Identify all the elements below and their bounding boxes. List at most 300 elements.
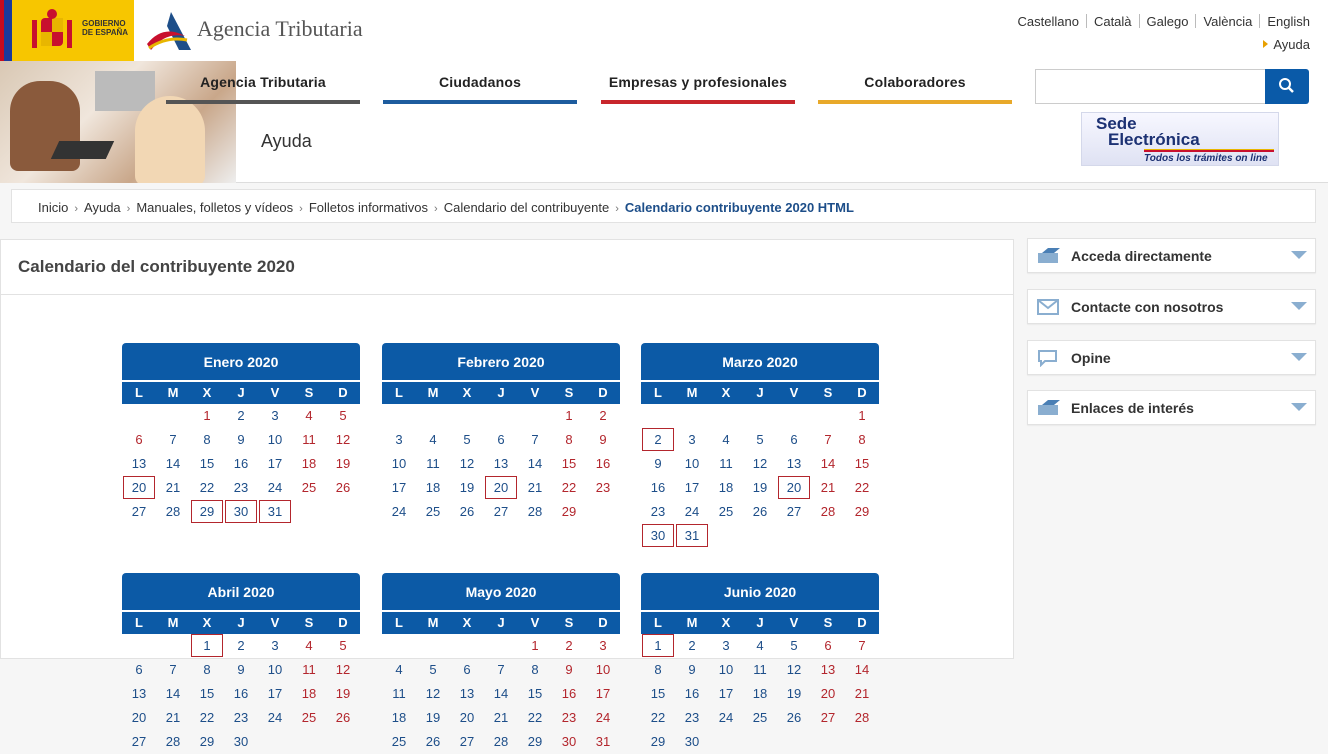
calendar-day: 17 [267, 456, 283, 471]
weekday-header [641, 382, 879, 404]
calendar-day: 28 [527, 504, 543, 519]
calendar-day: 8 [203, 432, 211, 447]
sidebar-acceda-directamente[interactable] [1027, 238, 1316, 273]
weekday-label: X [721, 385, 731, 400]
weekday-label: J [237, 615, 245, 630]
weekday-label: M [167, 615, 179, 630]
calendar-day: 11 [302, 662, 316, 677]
calendar-day: 11 [426, 456, 440, 471]
calendar-day: 16 [233, 686, 249, 701]
gobierno-espana-logo[interactable] [0, 0, 134, 61]
calendar-day: 14 [527, 456, 543, 471]
calendar-day: 14 [165, 686, 181, 701]
sidebar-contacte[interactable] [1027, 289, 1316, 324]
calendar-day: 21 [165, 480, 181, 495]
calendar-day: 29 [527, 734, 543, 749]
calendar-day: 10 [718, 662, 734, 677]
deadline-day[interactable]: 29 [191, 500, 223, 523]
calendar-day: 21 [820, 480, 836, 495]
calendar-day: 4 [429, 432, 437, 447]
calendar-day: 18 [301, 686, 317, 701]
weekday-label: D [857, 385, 867, 400]
weekday-label: S [823, 615, 833, 630]
weekday-label: V [789, 615, 799, 630]
weekday-label: J [756, 385, 764, 400]
calendar-day: 29 [199, 734, 215, 749]
weekday-label: X [462, 615, 472, 630]
calendar-day: 9 [688, 662, 696, 677]
day-grid [122, 404, 360, 524]
breadcrumb-item[interactable]: Ayuda [84, 200, 121, 215]
sede-electronica-banner[interactable] [1081, 112, 1279, 166]
calendar-day: 15 [561, 456, 577, 471]
envelope-icon [1036, 298, 1062, 316]
sede-bar [1144, 149, 1274, 152]
calendar-day: 22 [854, 480, 870, 495]
calendar-day: 18 [425, 480, 441, 495]
weekday-label: M [167, 385, 179, 400]
calendar-day: 17 [391, 480, 407, 495]
calendar-day: 28 [820, 504, 836, 519]
calendar-day: 19 [335, 686, 351, 701]
lang-catala[interactable]: Català [1093, 14, 1132, 29]
empty-day [122, 404, 156, 428]
calendar-day: 19 [425, 710, 441, 725]
deadline-day[interactable]: 30 [642, 524, 674, 547]
calendar-day: 15 [854, 456, 870, 471]
calendar-day: 18 [718, 480, 734, 495]
calendar-day: 23 [595, 480, 611, 495]
calendar-day: 28 [493, 734, 509, 749]
calendar-day: 30 [233, 734, 249, 749]
calendar-day: 27 [131, 504, 147, 519]
search-icon [1265, 69, 1309, 104]
calendar-day: 9 [237, 432, 245, 447]
empty-day [416, 404, 450, 428]
calendar-day: 13 [459, 686, 475, 701]
weekday-label: J [237, 385, 245, 400]
calendar-day: 18 [391, 710, 407, 725]
weekday-label: M [686, 385, 698, 400]
calendar-day: 12 [335, 662, 351, 677]
calendar-day: 15 [650, 686, 666, 701]
speech-bubble-icon [1036, 349, 1062, 367]
nav-colaboradores[interactable]: Colaboradores [818, 62, 1012, 104]
calendar-day: 18 [752, 686, 768, 701]
spain-flag-stripe [0, 0, 4, 61]
calendar-day: 14 [493, 686, 509, 701]
calendar-day: 29 [854, 504, 870, 519]
calendar-day: 12 [335, 432, 351, 447]
site-header [0, 0, 1328, 183]
calendar-day: 5 [339, 408, 347, 423]
weekday-label: M [427, 385, 439, 400]
empty-day [484, 404, 518, 428]
month-calendar [641, 343, 879, 548]
calendar-day: 28 [854, 710, 870, 725]
calendar-day: 23 [684, 710, 700, 725]
weekday-label: X [462, 385, 472, 400]
calendar-day: 17 [718, 686, 734, 701]
calendar-day: 1 [565, 408, 573, 423]
empty-day [122, 634, 156, 658]
weekday-label: S [823, 385, 833, 400]
calendar-day: 30 [561, 734, 577, 749]
day-grid [641, 404, 879, 548]
brand-name: Agencia Tributaria [197, 16, 363, 41]
weekday-label: L [135, 615, 143, 630]
chevron-right-icon: › [434, 203, 438, 215]
calendar-day: 19 [786, 686, 802, 701]
month-calendar [122, 573, 360, 754]
sidebar-label: Opine [1071, 350, 1111, 366]
weekday-label: V [270, 615, 280, 630]
empty-day [675, 404, 709, 428]
calendar-day: 7 [169, 432, 177, 447]
calendar-day: 15 [527, 686, 543, 701]
calendar-day: 19 [459, 480, 475, 495]
month-title: Junio 2020 [641, 573, 879, 610]
main-content [0, 239, 1014, 749]
calendar-day: 9 [237, 662, 245, 677]
calendar-day: 6 [790, 432, 798, 447]
calendar-day: 13 [820, 662, 836, 677]
chevron-down-icon [1291, 403, 1307, 411]
lang-castellano[interactable]: Castellano [1017, 14, 1079, 29]
calendar-day: 4 [722, 432, 730, 447]
empty-day [484, 634, 518, 658]
deadline-day[interactable]: 20 [778, 476, 810, 499]
section-title: Ayuda [261, 131, 312, 151]
calendar-day: 18 [301, 456, 317, 471]
calendar-day: 2 [237, 638, 245, 653]
calendar-day: 7 [824, 432, 832, 447]
calendar-day: 11 [719, 456, 733, 471]
weekday-label: L [395, 615, 403, 630]
ayuda-link[interactable] [1263, 37, 1310, 52]
gobierno-label: GOBIERNO DE ESPAÑA [82, 19, 129, 37]
weekday-label: D [857, 615, 867, 630]
month-calendar [382, 573, 620, 754]
weekday-header [382, 382, 620, 404]
calendar-day: 19 [335, 456, 351, 471]
lang-english[interactable]: English [1267, 14, 1310, 29]
calendar-day: 5 [790, 638, 798, 653]
calendar-day: 20 [131, 710, 147, 725]
calendar-day: 2 [688, 638, 696, 653]
weekday-header [641, 612, 879, 634]
sidebar-enlaces[interactable] [1027, 390, 1316, 425]
weekday-label: M [427, 615, 439, 630]
weekday-label: L [135, 385, 143, 400]
empty-day [811, 404, 845, 428]
calendar-day: 9 [565, 662, 573, 677]
calendar-day: 8 [858, 432, 866, 447]
calendar-day: 12 [425, 686, 441, 701]
weekday-label: L [654, 615, 662, 630]
calendar-day: 7 [497, 662, 505, 677]
calendar-day: 12 [459, 456, 475, 471]
empty-day [450, 404, 484, 428]
calendar-day: 21 [854, 686, 870, 701]
calendar-day: 2 [565, 638, 573, 653]
calendar-day: 21 [165, 710, 181, 725]
weekday-label: J [756, 615, 764, 630]
calendar-day: 11 [392, 686, 406, 701]
empty-day [382, 404, 416, 428]
day-grid [122, 634, 360, 754]
weekday-label: J [497, 615, 505, 630]
calendar-day: 13 [493, 456, 509, 471]
calendar-day: 17 [684, 480, 700, 495]
calendar-day: 23 [233, 480, 249, 495]
weekday-label: V [530, 385, 540, 400]
links-icon [1036, 399, 1062, 417]
empty-day [518, 404, 552, 428]
breadcrumb-item[interactable]: Manuales, folletos y vídeos [136, 200, 294, 215]
calendar-day: 24 [391, 504, 407, 519]
breadcrumb-item[interactable]: Calendario del contribuyente [443, 200, 610, 215]
calendar-day: 13 [131, 456, 147, 471]
month-title: Febrero 2020 [382, 343, 620, 380]
weekday-label: L [395, 385, 403, 400]
calendar-day: 1 [858, 408, 866, 423]
empty-day [156, 404, 190, 428]
calendar-day: 27 [820, 710, 836, 725]
calendar-day: 14 [854, 662, 870, 677]
calendar-day: 11 [302, 432, 316, 447]
calendar-day: 26 [335, 480, 351, 495]
calendar-day: 25 [718, 504, 734, 519]
ayuda-link-label: Ayuda [1273, 37, 1310, 52]
language-selector [1018, 14, 1310, 29]
weekday-label: X [202, 615, 212, 630]
calendar-day: 16 [561, 686, 577, 701]
deadline-day[interactable]: 20 [123, 476, 155, 499]
weekday-label: D [338, 615, 348, 630]
calendar-day: 13 [131, 686, 147, 701]
calendar-day: 7 [169, 662, 177, 677]
calendar-day: 3 [271, 408, 279, 423]
calendar-day: 26 [752, 504, 768, 519]
month-title: Mayo 2020 [382, 573, 620, 610]
chevron-right-icon: › [74, 203, 79, 215]
calendar-day: 2 [599, 408, 607, 423]
calendar-day: 5 [463, 432, 471, 447]
calendar-day: 26 [786, 710, 802, 725]
empty-day [743, 404, 777, 428]
calendar-day: 16 [650, 480, 666, 495]
weekday-header [382, 612, 620, 634]
calendar-day: 7 [858, 638, 866, 653]
search-button[interactable] [1265, 69, 1309, 104]
calendar-day: 25 [425, 504, 441, 519]
weekday-label: D [338, 385, 348, 400]
weekday-label: M [686, 615, 698, 630]
weekday-label: X [721, 615, 731, 630]
calendar-day: 3 [599, 638, 607, 653]
calendar-day: 16 [684, 686, 700, 701]
sede-line2: Electrónica [1108, 130, 1200, 149]
deadline-day[interactable]: 1 [191, 634, 223, 657]
calendar-day: 29 [561, 504, 577, 519]
month-title: Marzo 2020 [641, 343, 879, 380]
deadline-day[interactable]: 30 [225, 500, 257, 523]
page-title: Calendario del contribuyente 2020 [1, 240, 1013, 295]
calendar-day: 4 [395, 662, 403, 677]
calendar-day: 16 [595, 456, 611, 471]
calendar-day: 23 [650, 504, 666, 519]
deadline-day[interactable]: 20 [485, 476, 517, 499]
calendar-day: 27 [131, 734, 147, 749]
calendar-day: 11 [753, 662, 767, 677]
calendar-day: 22 [527, 710, 543, 725]
empty-day [416, 634, 450, 658]
calendar-day: 27 [493, 504, 509, 519]
calendar-day: 8 [565, 432, 573, 447]
calendar-day: 26 [335, 710, 351, 725]
calendar-day: 10 [267, 432, 283, 447]
sede-line1: Sede [1096, 114, 1137, 133]
calendar-day: 4 [305, 638, 313, 653]
calendar-day: 29 [650, 734, 666, 749]
calendar-day: 5 [756, 432, 764, 447]
deadline-day[interactable]: 1 [642, 634, 674, 657]
calendar-day: 7 [531, 432, 539, 447]
chevron-right-icon: › [126, 203, 131, 215]
deadline-day[interactable]: 2 [642, 428, 674, 451]
month-calendar [382, 343, 620, 524]
calendar-day: 4 [305, 408, 313, 423]
sede-line3: Todos los trámites on line [1144, 153, 1268, 164]
calendar-day: 24 [267, 480, 283, 495]
calendar-day: 12 [752, 456, 768, 471]
search-input[interactable] [1035, 69, 1265, 104]
calendar-day: 1 [203, 408, 211, 423]
calendar-day: 6 [135, 432, 143, 447]
chevron-down-icon [1291, 302, 1307, 310]
lang-galego[interactable]: Galego [1146, 14, 1189, 29]
calendar-day: 5 [339, 638, 347, 653]
photo-person [135, 96, 205, 183]
calendar-day: 1 [531, 638, 539, 653]
day-grid [641, 634, 879, 754]
calendar-day: 28 [165, 734, 181, 749]
empty-day [709, 404, 743, 428]
deadline-day[interactable]: 31 [676, 524, 708, 547]
deadline-day[interactable]: 31 [259, 500, 291, 523]
sidebar-label: Enlaces de interés [1071, 400, 1194, 416]
calendar-day: 22 [650, 710, 666, 725]
calendar-day: 6 [497, 432, 505, 447]
calendar-day: 10 [391, 456, 407, 471]
calendar-day: 25 [752, 710, 768, 725]
calendar-day: 20 [459, 710, 475, 725]
weekday-label: V [530, 615, 540, 630]
calendar-day: 8 [654, 662, 662, 677]
calendar-day: 23 [233, 710, 249, 725]
sidebar-opine[interactable] [1027, 340, 1316, 375]
calendar-day: 3 [271, 638, 279, 653]
month-calendar [641, 573, 879, 754]
weekday-label: L [654, 385, 662, 400]
calendar-day: 22 [561, 480, 577, 495]
search-box [1035, 69, 1309, 104]
sidebar-label: Acceda directamente [1071, 248, 1212, 264]
weekday-label: S [304, 615, 314, 630]
nav-ciudadanos[interactable]: Ciudadanos [383, 62, 577, 104]
calendar-day: 10 [267, 662, 283, 677]
month-title: Enero 2020 [122, 343, 360, 380]
calendar-day: 22 [199, 480, 215, 495]
empty-day [450, 634, 484, 658]
calendar-day: 15 [199, 456, 215, 471]
calendar-day: 24 [684, 504, 700, 519]
calendar-day: 15 [199, 686, 215, 701]
calendar-day: 6 [135, 662, 143, 677]
month-calendar [122, 343, 360, 524]
calendar-day: 22 [199, 710, 215, 725]
coat-of-arms-icon [28, 6, 76, 56]
breadcrumb [11, 189, 1316, 223]
weekday-label: D [598, 615, 608, 630]
calendar-day: 21 [527, 480, 543, 495]
nav-agencia-tributaria[interactable]: Agencia Tributaria [166, 62, 360, 104]
weekday-label: V [270, 385, 280, 400]
day-grid [382, 404, 620, 524]
direct-access-icon [1036, 247, 1062, 265]
calendar-day: 27 [786, 504, 802, 519]
calendar-day: 9 [599, 432, 607, 447]
calendar-day: 3 [688, 432, 696, 447]
calendar-day: 2 [237, 408, 245, 423]
calendar-day: 19 [752, 480, 768, 495]
chevron-right-icon: › [615, 203, 619, 215]
lang-valencia[interactable]: València [1203, 14, 1253, 29]
breadcrumb-item[interactable]: Inicio [38, 200, 69, 215]
sidebar-label: Contacte con nosotros [1071, 299, 1224, 315]
chevron-down-icon [1291, 251, 1307, 259]
calendar-day: 13 [786, 456, 802, 471]
calendar-day: 17 [595, 686, 611, 701]
weekday-label: S [564, 385, 574, 400]
calendar-day: 14 [820, 456, 836, 471]
empty-day [777, 404, 811, 428]
calendar-day: 8 [531, 662, 539, 677]
chevron-right-icon: › [299, 203, 303, 215]
calendar-day: 26 [459, 504, 475, 519]
weekday-label: J [497, 385, 505, 400]
weekday-label: D [598, 385, 608, 400]
breadcrumb-item[interactable]: Folletos informativos [308, 200, 429, 215]
empty-day [641, 404, 675, 428]
calendar-day: 28 [165, 504, 181, 519]
calendar-day: 10 [595, 662, 611, 677]
nav-empresas[interactable]: Empresas y profesionales [601, 62, 795, 104]
calendar-day: 23 [561, 710, 577, 725]
month-title: Abril 2020 [122, 573, 360, 610]
calendar-day: 16 [233, 456, 249, 471]
agencia-tributaria-logo[interactable] [145, 8, 385, 52]
calendar-day: 25 [301, 480, 317, 495]
calendar-day: 10 [684, 456, 700, 471]
calendar-day: 21 [493, 710, 509, 725]
calendar-day: 14 [165, 456, 181, 471]
day-grid [382, 634, 620, 754]
calendar-day: 24 [718, 710, 734, 725]
empty-day [156, 634, 190, 658]
calendar-day: 25 [391, 734, 407, 749]
